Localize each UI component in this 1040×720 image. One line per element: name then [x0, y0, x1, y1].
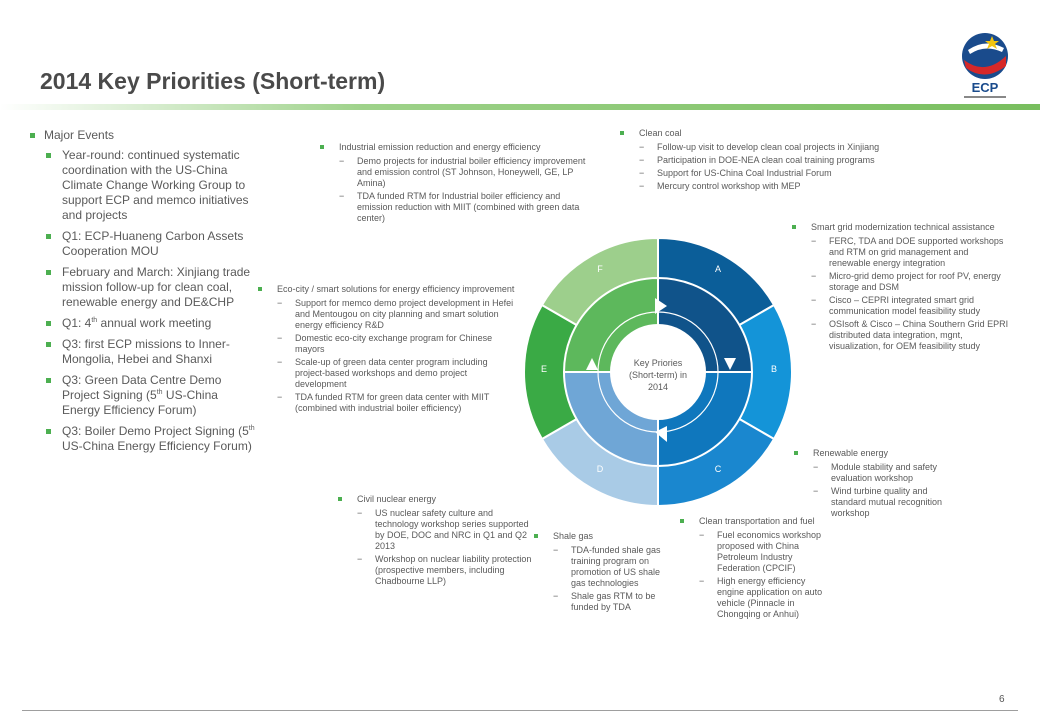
shale-gas-block: [534, 531, 666, 615]
segment-label-c: C: [714, 464, 722, 474]
segment-label-e: E: [540, 364, 548, 374]
center-label-line-1: Key Priories: [633, 358, 683, 368]
block-heading: Renewable energy: [794, 448, 954, 459]
block-heading: Civil nuclear energy: [338, 494, 538, 505]
major-events-list: [28, 148, 258, 454]
major-event-item: Year-round: continued systematic coordination with the US-China Climate Change Working Group to support ECP and memco initiatives and projects: [28, 148, 258, 223]
block-item: − US nuclear safety culture and technology workshop series supported by DOE, DOC and NRC in Q1 and Q2 2013: [357, 508, 538, 552]
block-heading: Eco-city / smart solutions for energy efficiency improvement: [258, 284, 520, 295]
page-number: 6: [999, 694, 1005, 705]
segment-label-d: D: [596, 464, 604, 474]
block-item: − Scale-up of green data center program including project-based workshops and demo project development: [277, 357, 520, 390]
block-item: − Support for US-China Coal Industrial Forum: [639, 168, 950, 179]
block-item: − TDA funded RTM for Industrial boiler efficiency and emission reduction with MIIT (combined with green data center): [339, 191, 592, 224]
block-item: − Cisco – CEPRI integrated smart grid communication model feasibility study: [811, 295, 1012, 317]
block-item: − FERC, TDA and DOE supported workshops and RTM on grid management and renewable energy integration: [811, 236, 1012, 269]
renewable-energy-block: [794, 448, 954, 521]
footer-divider: [22, 710, 1018, 711]
block-item: − Participation in DOE-NEA clean coal training programs: [639, 155, 950, 166]
block-item: − OSIsoft & Cisco – China Southern Grid EPRI distributed data integration, mgnt, visualization, for OEM feasibility study: [811, 319, 1012, 352]
civil-nuclear-block: [338, 494, 538, 589]
block-item: − Module stability and safety evaluation workshop: [813, 462, 954, 484]
segment-label-b: B: [770, 364, 778, 374]
block-item: − Mercury control workshop with MEP: [639, 181, 950, 192]
block-item: − Domestic eco-city exchange program for Chinese mayors: [277, 333, 520, 355]
block-item: − TDA funded RTM for green data center with MIIT (combined with industrial boiler efficiency): [277, 392, 520, 414]
segment-label-a: A: [714, 264, 722, 274]
clean-coal-block: [620, 128, 950, 194]
block-item: − Support for memco demo project development in Hefei and Mentougou on city planning and smart solution energy efficiency R&D: [277, 298, 520, 331]
eco-city-block: [258, 284, 520, 416]
block-item: − Demo projects for industrial boiler efficiency improvement and emission control (ST Johnson, Honeywell, GE, LP Amina): [339, 156, 592, 189]
block-item: − Wind turbine quality and standard mutual recognition workshop: [813, 486, 954, 519]
block-item: − TDA-funded shale gas training program on promotion of US shale gas technologies: [553, 545, 666, 589]
block-item: − High energy efficiency engine application on auto vehicle (Pinnacle in Chongqing or Anhui): [699, 576, 825, 620]
major-event-item: Q3: Green Data Centre Demo Project Signing (5th US-China Energy Efficiency Forum): [28, 373, 258, 418]
block-item: − Workshop on nuclear liability protection (prospective members, including Chadbourne LLP): [357, 554, 538, 587]
logo-text: ECP: [971, 80, 999, 95]
major-event-item: Q1: ECP-Huaneng Carbon Assets Cooperation MOU: [28, 229, 258, 259]
block-item: − Shale gas RTM to be funded by TDA: [553, 591, 666, 613]
block-heading: Industrial emission reduction and energy efficiency: [320, 142, 592, 153]
major-events-column: [28, 128, 258, 460]
major-events-heading: Major Events: [28, 128, 258, 143]
major-event-item: Q1: 4th annual work meeting: [28, 316, 258, 331]
center-label-line-3: 2014: [647, 382, 669, 392]
logo-tagline: [964, 96, 1006, 98]
major-event-item: Q3: Boiler Demo Project Signing (5th US-China Energy Efficiency Forum): [28, 424, 258, 454]
priority-cycle-diagram: [520, 232, 800, 512]
major-event-item: February and March: Xinjiang trade mission follow-up for clean coal, renewable energy and DE&CHP: [28, 265, 258, 310]
center-label-line-2: (Short-term) in: [628, 370, 688, 380]
smart-grid-block: [792, 222, 1012, 354]
ecp-logo: [958, 30, 1012, 106]
block-item: − Fuel economics workshop proposed with China Petroleum Industry Federation (CPCIF): [699, 530, 825, 574]
block-heading: Shale gas: [534, 531, 666, 542]
page-title: 2014 Key Priorities (Short-term): [40, 68, 386, 94]
segment-label-f: F: [597, 264, 603, 274]
clean-transport-block: [680, 516, 825, 622]
block-heading: Clean coal: [620, 128, 950, 139]
block-item: − Micro-grid demo project for roof PV, energy storage and DSM: [811, 271, 1012, 293]
title-underline-bar: [0, 104, 1040, 110]
block-item: − Follow-up visit to develop clean coal projects in Xinjiang: [639, 142, 950, 153]
block-heading: Clean transportation and fuel: [680, 516, 825, 527]
block-heading: Smart grid modernization technical assistance: [792, 222, 1012, 233]
major-event-item: Q3: first ECP missions to Inner-Mongolia, Hebei and Shanxi: [28, 337, 258, 367]
industrial-efficiency-block: [320, 142, 592, 226]
